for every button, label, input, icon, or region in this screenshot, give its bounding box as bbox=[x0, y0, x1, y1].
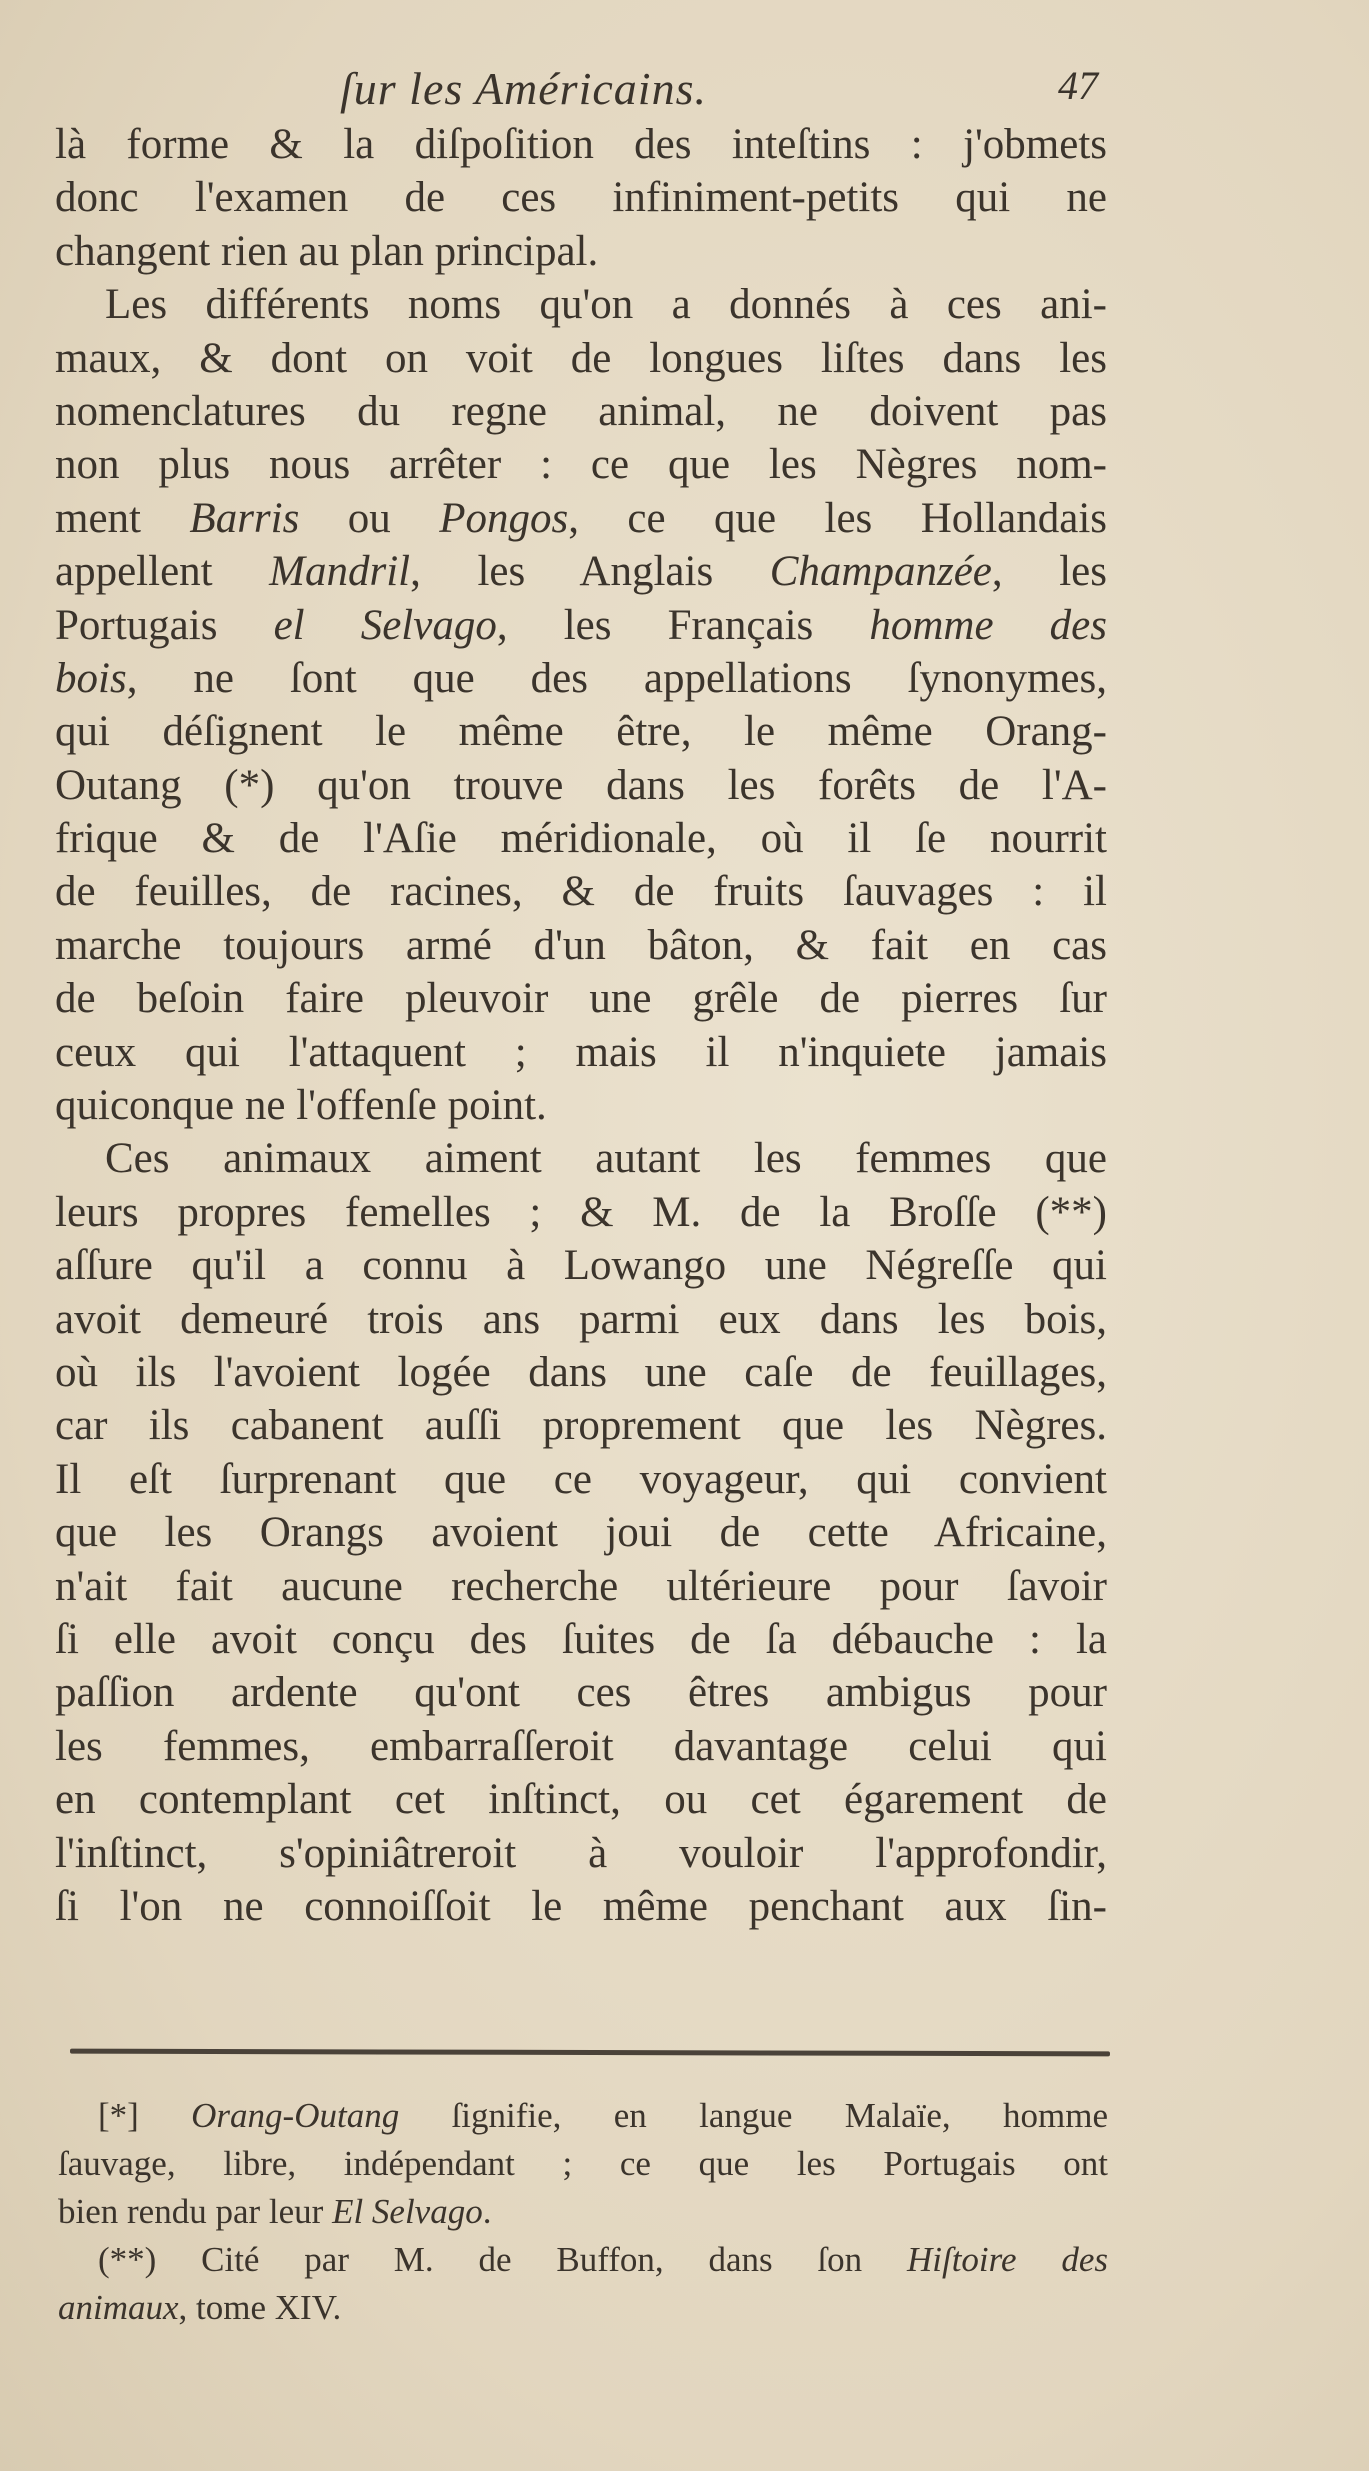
body-line-content bbox=[55, 1883, 1107, 1930]
text: leurs propres femelles ; & M. de la Broſſe (**) bbox=[55, 1188, 1107, 1236]
body-line bbox=[55, 1453, 1107, 1506]
italic-text: Pongos bbox=[439, 494, 569, 542]
body-line-content bbox=[55, 868, 1107, 915]
footnote-line-content bbox=[58, 2144, 1108, 2183]
footnote-line-content bbox=[58, 2288, 341, 2327]
footnotes bbox=[58, 2092, 1108, 2332]
body-line-content bbox=[55, 548, 1107, 595]
text: maux, & dont on voit de longues liſtes dans les bbox=[55, 334, 1107, 382]
body-line bbox=[55, 652, 1107, 705]
body-line-content bbox=[55, 1029, 1107, 1076]
body-line bbox=[55, 1346, 1107, 1399]
body-line bbox=[55, 812, 1107, 865]
text: , les Français bbox=[496, 601, 870, 649]
body-line bbox=[55, 1026, 1107, 1079]
text: ſi elle avoit conçu des ſuites de ſa débauche : la bbox=[55, 1615, 1107, 1663]
footnote-line-content bbox=[98, 2096, 1108, 2135]
body-line-content bbox=[55, 1563, 1107, 1610]
body-line bbox=[55, 1666, 1107, 1719]
text: non plus nous arrêter : ce que les Nègres nom- bbox=[55, 441, 1107, 489]
text: ment bbox=[55, 494, 190, 542]
body-line-content bbox=[55, 602, 1107, 649]
text: paſſion ardente qu'ont ces êtres ambigus pour bbox=[55, 1669, 1107, 1717]
text: , ne ſont que des appellations ſynonymes, bbox=[126, 654, 1107, 702]
body-line-content bbox=[55, 762, 1107, 809]
text: où ils l'avoient logée dans une caſe de feuillages, bbox=[55, 1348, 1107, 1396]
body-line-content bbox=[55, 121, 1107, 168]
text: [*] bbox=[98, 2096, 192, 2135]
text: quiconque ne l'offenſe point. bbox=[55, 1082, 547, 1130]
body-line-content bbox=[55, 1402, 1107, 1449]
footnote-line bbox=[58, 2236, 1108, 2284]
text: en contemplant cet inſtinct, ou cet égarement de bbox=[55, 1776, 1107, 1824]
body-line-content bbox=[105, 281, 1107, 328]
body-line bbox=[55, 385, 1107, 438]
text: n'ait fait aucune recherche ultérieure pour ſavoir bbox=[55, 1562, 1107, 1610]
text: frique & de l'Aſie méridionale, où il ſe nourrit bbox=[55, 815, 1107, 863]
italic-text: Orang-Outang bbox=[191, 2096, 400, 2135]
italic-text: homme des bbox=[869, 601, 1107, 649]
text: ſi l'on ne connoiſſoit le même penchant aux ſin- bbox=[55, 1882, 1107, 1930]
text: , ce que les Hollandais bbox=[568, 494, 1108, 542]
footnote-line bbox=[58, 2140, 1108, 2188]
text: que les Orangs avoient joui de cette Africaine, bbox=[55, 1509, 1107, 1557]
body-line-content bbox=[55, 174, 1107, 221]
body-line bbox=[55, 1560, 1107, 1613]
body-line-content bbox=[55, 228, 598, 275]
body-line bbox=[55, 1773, 1107, 1826]
text: ceux qui l'attaquent ; mais il n'inquiete jamais bbox=[55, 1028, 1107, 1076]
italic-text: Champanzée bbox=[769, 548, 992, 596]
body-line-content bbox=[55, 1242, 1107, 1289]
italic-text: Hiſtoire des bbox=[906, 2240, 1108, 2279]
body-line-content bbox=[55, 1776, 1107, 1823]
text: les femmes, embarraſſeroit davantage celui qui bbox=[55, 1722, 1107, 1770]
footnote-separator-rule bbox=[70, 2049, 1110, 2057]
body-line bbox=[55, 759, 1107, 812]
body-line-content bbox=[55, 495, 1107, 542]
text: avoit demeuré trois ans parmi eux dans les bois, bbox=[55, 1295, 1107, 1343]
text: de beſoin faire pleuvoir une grêle de pierres ſur bbox=[55, 975, 1107, 1023]
body-line bbox=[55, 599, 1107, 652]
body-line-content bbox=[105, 1135, 1107, 1182]
text: l'inſtinct, s'opiniâtreroit à vouloir l'approfondir, bbox=[55, 1829, 1107, 1877]
body-line-content bbox=[55, 1456, 1107, 1503]
body-line bbox=[55, 278, 1107, 331]
body-line-content bbox=[55, 1669, 1107, 1716]
text: de feuilles, de racines, & de fruits ſauvages : il bbox=[55, 868, 1107, 916]
italic-text: animaux bbox=[58, 2288, 179, 2327]
text: Les différents noms qu'on a donnés à ces ani- bbox=[105, 281, 1107, 329]
body-line bbox=[55, 1293, 1107, 1346]
body-line bbox=[55, 1720, 1107, 1773]
footnote-line bbox=[58, 2188, 1108, 2236]
body-line bbox=[55, 118, 1107, 171]
text: (**) Cité par M. de Buffon, dans ſon bbox=[98, 2240, 907, 2279]
body-line bbox=[55, 705, 1107, 758]
body-line bbox=[55, 332, 1107, 385]
text: Portugais bbox=[55, 601, 274, 649]
text: , tome XIV. bbox=[178, 2288, 342, 2327]
body-line bbox=[55, 865, 1107, 918]
body-line bbox=[55, 1506, 1107, 1559]
text: là forme & la diſpoſition des inteſtins : j'obmets bbox=[55, 121, 1107, 168]
body-line-content bbox=[55, 815, 1107, 862]
text: ſignifie, en langue Malaïe, homme bbox=[399, 2096, 1108, 2135]
footnote-line-content bbox=[58, 2192, 491, 2231]
text: appellent bbox=[55, 548, 270, 596]
body-line-content bbox=[55, 1082, 547, 1129]
text: bien rendu par leur bbox=[58, 2192, 333, 2231]
body-line bbox=[55, 1399, 1107, 1452]
body-line bbox=[55, 1880, 1107, 1933]
body-line bbox=[55, 1186, 1107, 1239]
text: Outang (*) qu'on trouve dans les forêts de l'A- bbox=[55, 761, 1107, 809]
body-line-content bbox=[55, 655, 1107, 702]
body-line bbox=[55, 1613, 1107, 1666]
text: donc l'examen de ces infiniment-petits qui ne bbox=[55, 174, 1107, 222]
body-line-content bbox=[55, 1189, 1107, 1236]
body-line bbox=[55, 438, 1107, 491]
body-line bbox=[55, 1079, 1107, 1132]
text: changent rien au plan principal. bbox=[55, 227, 599, 275]
body-line bbox=[55, 492, 1107, 545]
running-title: ſur les Américains. bbox=[340, 63, 707, 114]
body-line bbox=[55, 225, 1107, 278]
body-line bbox=[55, 1239, 1107, 1292]
italic-text: bois bbox=[55, 654, 127, 702]
text: car ils cabanent auſſi proprement que les Nègres. bbox=[55, 1402, 1107, 1450]
text: qui déſignent le même être, le même Orang- bbox=[55, 708, 1107, 756]
body-line-content bbox=[55, 708, 1107, 755]
body-line-content bbox=[55, 975, 1107, 1022]
body-line-content bbox=[55, 388, 1107, 435]
italic-text: El Selvago bbox=[332, 2192, 483, 2231]
text: , les bbox=[991, 548, 1107, 596]
body-line-content bbox=[55, 1509, 1107, 1556]
body-line-content bbox=[55, 1296, 1107, 1343]
text: Ces animaux aiment autant les femmes que bbox=[105, 1135, 1107, 1183]
body-line-content bbox=[55, 1616, 1107, 1663]
text: , les Anglais bbox=[410, 548, 770, 596]
italic-text: el Selvago bbox=[273, 601, 497, 649]
body-line bbox=[55, 972, 1107, 1025]
text: . bbox=[482, 2192, 492, 2231]
body-line-content bbox=[55, 1723, 1107, 1770]
italic-text: Mandril bbox=[269, 548, 411, 596]
text: Il eſt ſurprenant que ce voyageur, qui convient bbox=[55, 1455, 1107, 1503]
italic-text: Barris bbox=[189, 494, 300, 542]
body-line-content bbox=[55, 335, 1107, 382]
body-text bbox=[55, 118, 1107, 1933]
body-line bbox=[55, 1132, 1107, 1185]
body-line-content bbox=[55, 1830, 1107, 1877]
text: marche toujours armé d'un bâton, & fait en cas bbox=[55, 921, 1107, 969]
text: aſſure qu'il a connu à Lowango une Négreſſe qui bbox=[55, 1242, 1107, 1290]
footnote-line-content bbox=[98, 2240, 1108, 2279]
text: ou bbox=[299, 494, 440, 542]
body-line-content bbox=[55, 1349, 1107, 1396]
body-line bbox=[55, 545, 1107, 598]
body-line bbox=[55, 171, 1107, 224]
body-line-content bbox=[55, 441, 1107, 488]
page-number: 47 bbox=[1058, 63, 1098, 108]
body-line-content bbox=[55, 922, 1107, 969]
text: nomenclatures du regne animal, ne doivent pas bbox=[55, 387, 1107, 435]
footnote-line bbox=[58, 2092, 1108, 2140]
footnote-line bbox=[58, 2284, 1108, 2332]
text: ſauvage, libre, indépendant ; ce que les Portugais ont bbox=[58, 2144, 1108, 2183]
body-line bbox=[55, 1827, 1107, 1880]
body-line bbox=[55, 919, 1107, 972]
